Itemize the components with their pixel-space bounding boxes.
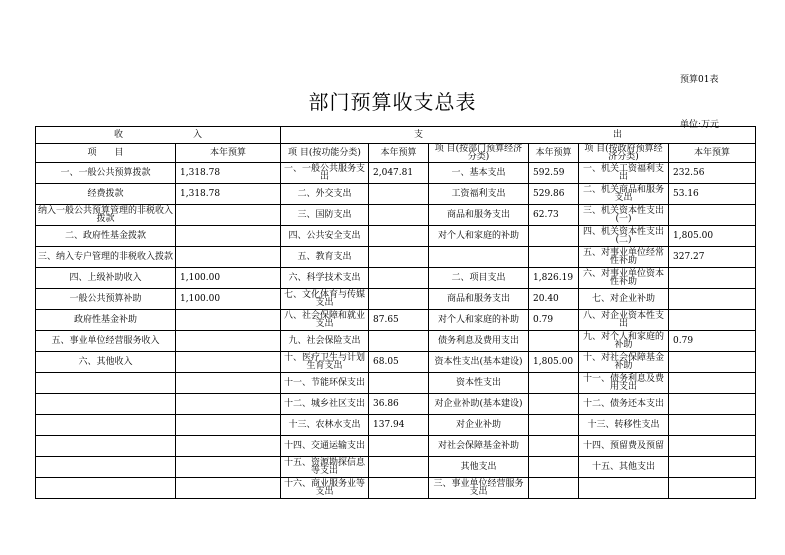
page-title: 部门预算收支总表	[308, 90, 477, 114]
function-amount-cell	[369, 331, 429, 352]
gov-econ-amount-cell	[669, 478, 756, 499]
gov-econ-item-cell	[579, 478, 669, 499]
col-header: 项 目(按政府预算经济分类)	[579, 144, 669, 163]
function-amount-cell	[369, 184, 429, 205]
dept-econ-amount-cell: 592.59	[529, 163, 579, 184]
function-item-cell: 五、教育支出	[281, 247, 369, 268]
function-item-cell: 十二、城乡社区支出	[281, 394, 369, 415]
income-amount-cell	[176, 457, 281, 478]
income-amount-cell	[176, 226, 281, 247]
dept-econ-item-cell: 一、基本支出	[429, 163, 529, 184]
table-row	[36, 226, 756, 247]
dept-econ-item-cell: 对企业补助(基本建设)	[429, 394, 529, 415]
function-amount-cell	[369, 289, 429, 310]
gov-econ-amount-cell	[669, 352, 756, 373]
function-item-cell: 十三、农林水支出	[281, 415, 369, 436]
gov-econ-amount-cell	[669, 268, 756, 289]
table-row	[36, 352, 756, 373]
header-row-groups	[36, 127, 756, 144]
dept-econ-amount-cell	[529, 373, 579, 394]
dept-econ-amount-cell: 1,826.19	[529, 268, 579, 289]
gov-econ-amount-cell: 0.79	[669, 331, 756, 352]
dept-econ-item-cell: 二、项目支出	[429, 268, 529, 289]
function-amount-cell	[369, 205, 429, 226]
income-char-2: 入	[193, 130, 203, 140]
income-item-cell: 纳入一般公共预算管理的非税收入拨款	[36, 205, 176, 226]
function-item-cell: 十四、交通运输支出	[281, 436, 369, 457]
function-item-cell: 一、一般公共服务支出	[281, 163, 369, 184]
income-item-cell: 二、政府性基金拨款	[36, 226, 176, 247]
table-row	[36, 457, 756, 478]
gov-econ-amount-cell	[669, 373, 756, 394]
dept-econ-item-cell: 资本性支出(基本建设)	[429, 352, 529, 373]
gov-econ-amount-cell: 53.16	[669, 184, 756, 205]
gov-econ-item-cell: 八、对企业资本性支出	[579, 310, 669, 331]
dept-econ-amount-cell	[529, 457, 579, 478]
table-row	[36, 205, 756, 226]
function-amount-cell	[369, 457, 429, 478]
dept-econ-item-cell: 三、事业单位经营服务支出	[429, 478, 529, 499]
function-item-cell: 十六、商业服务业等支出	[281, 478, 369, 499]
income-item-cell: 五、事业单位经营服务收入	[36, 331, 176, 352]
function-item-cell: 七、文化体育与传媒支出	[281, 289, 369, 310]
function-amount-cell	[369, 436, 429, 457]
income-amount-cell	[176, 373, 281, 394]
income-amount-cell	[176, 394, 281, 415]
income-item-cell	[36, 478, 176, 499]
dept-econ-amount-cell	[529, 226, 579, 247]
header-row-columns	[36, 144, 756, 163]
dept-econ-item-cell: 对企业补助	[429, 415, 529, 436]
dept-econ-item-cell: 对社会保障基金补助	[429, 436, 529, 457]
table-row	[36, 373, 756, 394]
dept-econ-amount-cell	[529, 478, 579, 499]
function-amount-cell	[369, 247, 429, 268]
gov-econ-amount-cell	[669, 394, 756, 415]
income-amount-cell	[176, 205, 281, 226]
gov-econ-amount-cell	[669, 310, 756, 331]
dept-econ-amount-cell: 0.79	[529, 310, 579, 331]
function-amount-cell	[369, 373, 429, 394]
dept-econ-amount-cell	[529, 247, 579, 268]
col-header: 本年预算	[176, 144, 281, 163]
income-amount-cell: 1,318.78	[176, 163, 281, 184]
dept-econ-amount-cell: 20.40	[529, 289, 579, 310]
table-row	[36, 478, 756, 499]
income-item-cell: 经费拨款	[36, 184, 176, 205]
income-amount-cell	[176, 310, 281, 331]
dept-econ-amount-cell: 1,805.00	[529, 352, 579, 373]
col-header: 本年预算	[669, 144, 756, 163]
function-item-cell: 四、公共安全支出	[281, 226, 369, 247]
expense-group-header	[281, 127, 756, 144]
col-header: 项 目(按功能分类)	[281, 144, 369, 163]
function-item-cell: 六、科学技术支出	[281, 268, 369, 289]
income-item-cell: 一般公共预算补助	[36, 289, 176, 310]
gov-econ-item-cell: 十、对社会保障基金补助	[579, 352, 669, 373]
income-item-cell	[36, 436, 176, 457]
gov-econ-amount-cell	[669, 457, 756, 478]
table-row	[36, 436, 756, 457]
table-body	[36, 127, 756, 499]
function-amount-cell: 87.65	[369, 310, 429, 331]
dept-econ-amount-cell	[529, 394, 579, 415]
table-row	[36, 289, 756, 310]
gov-econ-item-cell: 三、机关资本性支出(一)	[579, 205, 669, 226]
income-item-cell: 一、一般公共预算拨款	[36, 163, 176, 184]
income-amount-cell: 1,100.00	[176, 268, 281, 289]
gov-econ-amount-cell: 1,805.00	[669, 226, 756, 247]
gov-econ-amount-cell: 232.56	[669, 163, 756, 184]
income-amount-cell: 1,318.78	[176, 184, 281, 205]
table-row	[36, 415, 756, 436]
table-row	[36, 394, 756, 415]
function-item-cell: 三、国防支出	[281, 205, 369, 226]
gov-econ-item-cell: 九、对个人和家庭的补助	[579, 331, 669, 352]
function-amount-cell: 68.05	[369, 352, 429, 373]
dept-econ-item-cell: 商品和服务支出	[429, 289, 529, 310]
income-amount-cell	[176, 415, 281, 436]
function-item-cell: 二、外交支出	[281, 184, 369, 205]
function-amount-cell	[369, 226, 429, 247]
gov-econ-item-cell: 十五、其他支出	[579, 457, 669, 478]
expense-char-1: 支	[414, 130, 424, 140]
table-row	[36, 268, 756, 289]
income-group-header	[36, 127, 281, 144]
gov-econ-amount-cell	[669, 205, 756, 226]
dept-econ-amount-cell	[529, 331, 579, 352]
income-amount-cell: 1,100.00	[176, 289, 281, 310]
gov-econ-item-cell: 一、机关工资福利支出	[579, 163, 669, 184]
col-header: 本年预算	[529, 144, 579, 163]
dept-econ-amount-cell: 62.73	[529, 205, 579, 226]
income-item-cell: 六、其他收入	[36, 352, 176, 373]
gov-econ-item-cell: 二、机关商品和服务支出	[579, 184, 669, 205]
dept-econ-item-cell: 其他支出	[429, 457, 529, 478]
dept-econ-item-cell: 对个人和家庭的补助	[429, 226, 529, 247]
function-item-cell: 十、医疗卫生与计划生育支出	[281, 352, 369, 373]
income-amount-cell	[176, 478, 281, 499]
income-amount-cell	[176, 436, 281, 457]
gov-econ-item-cell: 十一、债务利息及费用支出	[579, 373, 669, 394]
gov-econ-amount-cell	[669, 436, 756, 457]
gov-econ-item-cell: 四、机关资本性支出(二)	[579, 226, 669, 247]
dept-econ-amount-cell: 529.86	[529, 184, 579, 205]
income-char-1: 收	[113, 130, 123, 140]
table-row	[36, 247, 756, 268]
gov-econ-amount-cell: 327.27	[669, 247, 756, 268]
income-amount-cell	[176, 331, 281, 352]
function-amount-cell: 36.86	[369, 394, 429, 415]
unit-label: 单位:万元	[680, 120, 720, 130]
gov-econ-item-cell: 六、对事业单位资本性补助	[579, 268, 669, 289]
dept-econ-item-cell: 资本性支出	[429, 373, 529, 394]
table-row	[36, 184, 756, 205]
income-item-cell: 三、纳入专户管理的非税收入拨款	[36, 247, 176, 268]
income-item-cell	[36, 394, 176, 415]
gov-econ-item-cell: 十四、预留费及预留	[579, 436, 669, 457]
gov-econ-item-cell: 五、对事业单位经常性补助	[579, 247, 669, 268]
col-header: 项 目	[36, 144, 176, 163]
table-row	[36, 331, 756, 352]
income-item-cell	[36, 415, 176, 436]
dept-econ-item-cell: 商品和服务支出	[429, 205, 529, 226]
dept-econ-item-cell: 对个人和家庭的补助	[429, 310, 529, 331]
gov-econ-amount-cell	[669, 289, 756, 310]
income-amount-cell	[176, 352, 281, 373]
income-item-cell	[36, 373, 176, 394]
dept-econ-item-cell	[429, 247, 529, 268]
col-header: 本年预算	[369, 144, 429, 163]
table-row	[36, 163, 756, 184]
function-item-cell: 十五、资源勘探信息等支出	[281, 457, 369, 478]
function-item-cell: 十一、节能环保支出	[281, 373, 369, 394]
gov-econ-item-cell: 十二、债务还本支出	[579, 394, 669, 415]
gov-econ-item-cell: 七、对企业补助	[579, 289, 669, 310]
gov-econ-item-cell: 十三、转移性支出	[579, 415, 669, 436]
gov-econ-amount-cell	[669, 415, 756, 436]
dept-econ-amount-cell	[529, 415, 579, 436]
form-number: 预算01表	[680, 75, 719, 85]
income-item-cell: 政府性基金补助	[36, 310, 176, 331]
income-item-cell	[36, 457, 176, 478]
dept-econ-item-cell: 债务利息及费用支出	[429, 331, 529, 352]
dept-econ-item-cell: 工资福利支出	[429, 184, 529, 205]
budget-table	[35, 126, 756, 499]
function-amount-cell: 2,047.81	[369, 163, 429, 184]
dept-econ-amount-cell	[529, 436, 579, 457]
income-item-cell: 四、上级补助收入	[36, 268, 176, 289]
expense-char-2: 出	[613, 130, 623, 140]
table-row	[36, 310, 756, 331]
function-amount-cell	[369, 268, 429, 289]
function-amount-cell	[369, 478, 429, 499]
function-item-cell: 八、社会保障和就业支出	[281, 310, 369, 331]
function-amount-cell: 137.94	[369, 415, 429, 436]
function-item-cell: 九、社会保险支出	[281, 331, 369, 352]
col-header: 项 目(按部门预算经济分类)	[429, 144, 529, 163]
income-amount-cell	[176, 247, 281, 268]
